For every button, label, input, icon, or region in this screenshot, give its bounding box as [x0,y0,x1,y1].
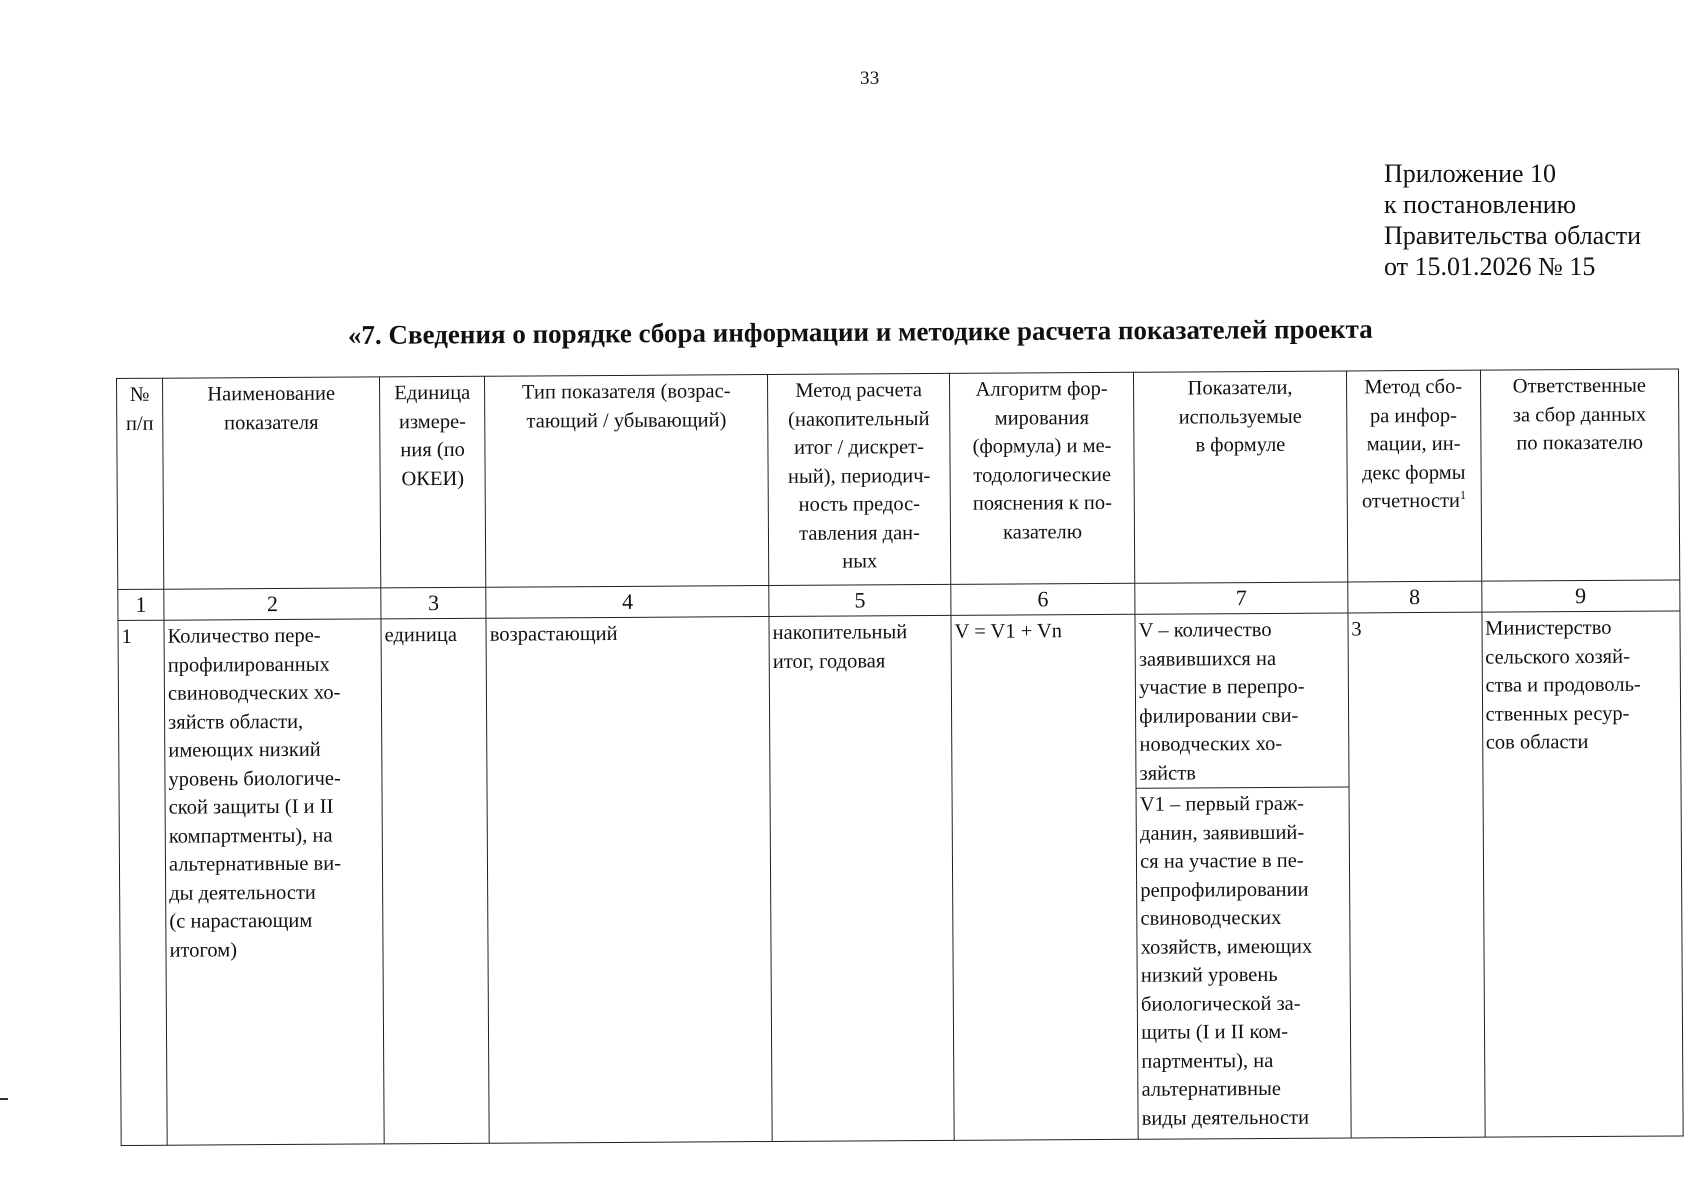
header-cell-collection-method-text: Метод сбо- ра инфор- мации, ин- декс формы отчетности [1361,375,1466,513]
section-title: «7. Сведения о порядке сбора информации и методике расчета показателей проекта [347,313,1373,350]
appendix-line-4: от 15.01.2026 № 15 [1384,252,1596,281]
column-number: 9 [1481,580,1680,612]
appendix-block [1384,158,1641,282]
collection-method-cell: 3 [1348,612,1485,1138]
header-cell-unit: Единица измере- ния (по ОКЕИ) [380,376,487,588]
header-cell-responsible: Ответственные за сбор данных по показателю [1480,369,1680,581]
column-number: 2 [164,588,381,620]
header-cell-num: № п/п [117,378,164,589]
column-number: 5 [769,584,951,616]
table-header-row [117,369,1680,590]
appendix-line-3: Правительства области [1384,221,1642,250]
formula-indicator-v: V – количество заявившихся на участие в перепро- филировании сви- новодческих хо- зяйств [1136,613,1349,788]
row-number-cell: 1 [118,620,167,1145]
margin-mark [0,1098,8,1100]
header-cell-name: Наименование показателя [163,377,381,589]
footnote-marker: 1 [1459,487,1466,502]
column-number: 7 [1135,582,1348,614]
header-cell-method: Метод расчета (накопительный итог / дискрет- ный), периодич- ность предос- тавления дан- ных [768,373,951,585]
indicators-table-wrapper [116,368,1684,1146]
appendix-line-1: Приложение 10 [1384,159,1557,188]
column-number: 1 [118,589,164,620]
header-cell-collection-method [1346,370,1481,582]
header-cell-type: Тип показателя (возрас- тающий / убывающий) [485,375,769,588]
page-number: 33 [860,68,880,89]
indicator-type-cell: возрастающий [486,617,772,1144]
responsible-cell: Министерство сельского хозяй- ства и продоволь- ственных ресур- сов области [1481,611,1683,1137]
column-number: 8 [1348,581,1482,613]
unit-cell: единица [381,618,489,1144]
indicator-name-cell: Количество пере- профилированных свиноводческих хо- зяйств области, имеющих низкий уровень биологиче- ской защиты (I и II компартменты), на альтернативные ви- ды деятельности (с нарастающим итогом) [164,619,384,1145]
column-number: 4 [486,586,769,619]
appendix-line-2: к постановлению [1384,190,1577,219]
header-cell-indicators: Показатели, используемые в формуле [1134,371,1348,583]
indicators-table [116,368,1684,1146]
column-number: 6 [951,583,1135,615]
table-row [118,611,1683,1146]
calculation-method-cell: накопительный итог, годовая [769,615,954,1141]
formula-indicator-v1: V1 – первый граж- данин, заявивший- ся на участие в пе- репрофилировании свиноводческих хозяйств, имеющих низкий уровень биологической за- щиты (I и II ком- партменты), на альтернативные виды деятельности [1139,792,1313,1130]
formula-indicators-cell [1135,613,1351,1139]
column-number: 3 [381,587,486,619]
header-cell-algorithm: Алгоритм фор- мирования (формула) и ме- тодологические пояснения к по- казателю [950,372,1135,584]
algorithm-cell: V = V1 + Vn [951,614,1138,1140]
